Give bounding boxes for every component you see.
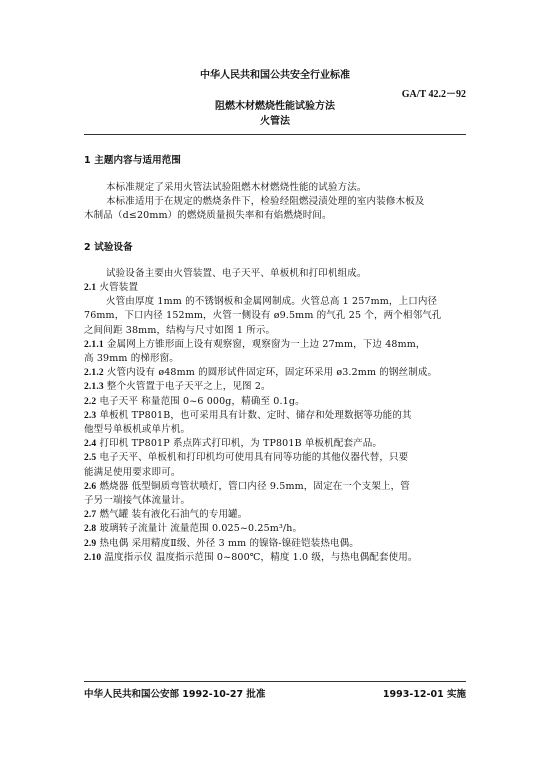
section-2-item-10-line-0 <box>84 508 247 522</box>
clause-number: 2.8 <box>84 524 97 535</box>
section-2-item-2-line-1 <box>84 352 179 366</box>
section-2-item-3-line-0 <box>84 366 437 380</box>
clause-number: 2.9 <box>84 538 97 549</box>
clause-number: 2.6 <box>84 481 97 492</box>
section-1-heading: 1 主题内容与适用范围 <box>84 155 182 166</box>
section-2-item-8-line-0 <box>84 451 408 465</box>
clause-number: 2.1.2 <box>84 368 104 379</box>
section-2-item-5-line-0 <box>84 395 305 409</box>
clause-number: 2.1 <box>84 283 97 293</box>
clause-text: 他型号单板机或单片机。 <box>84 424 191 435</box>
clause-text: 高 39mm 的梯形窗。 <box>84 353 179 364</box>
section-2-item-6-line-1 <box>84 423 190 437</box>
standard-organization: 中华人民共和国公共安全行业标准 <box>200 70 350 81</box>
section-1-paragraph-1: 本标准规定了采用火管法试验阻燃木材燃烧性能的试验方法。 <box>106 182 367 193</box>
section-2-intro: 试验设备主要由火管装置、电子天平、单板机和打印机组成。 <box>106 268 367 279</box>
section-2-item-1-line-2 <box>84 324 275 338</box>
clause-text: 打印机 TP801P 系点阵式打印机，为 TP801B 单板机配套产品。 <box>99 438 383 450</box>
clause-number: 2.5 <box>84 453 97 464</box>
section-2-item-1-line-1 <box>84 309 442 323</box>
clause-number: 2.2 <box>84 396 97 407</box>
clause-number: 2.4 <box>84 439 97 450</box>
section-2-item-1-line-0 <box>106 295 437 309</box>
clause-text: 76mm，下口内径 152mm，火管一侧设有 ø9.5mm 的气孔 25 个，两个相邻气孔 <box>84 310 442 322</box>
clause-text: 火管内设有 ø48mm 的圆形试件固定环，固定环采用 ø3.2mm 的钢丝制成。 <box>106 367 438 379</box>
clause-text: 电子天平 称量范围 0~6 000g，精确至 0.1g。 <box>99 395 305 407</box>
clause-number: 2.3 <box>84 410 97 421</box>
footer-rule <box>84 681 466 682</box>
clause-text: 燃烧器 低型铜质弯管状喷灯，管口内径 9.5mm，固定在一个支架上，管 <box>99 480 410 492</box>
clause-number: 2.10 <box>84 552 102 563</box>
section-1-paragraph-2-line-2: 木制品（d≤20mm）的燃烧质量损失率和有焰燃烧时间。 <box>84 210 332 221</box>
clause-text: 火管由厚度 1mm 的不锈钢板和金属网制成。火管总高 1 257mm，上口内径 <box>106 296 438 308</box>
section-2-item-13-line-0 <box>84 551 418 565</box>
clause-text: 热电偶 采用精度Ⅱ级、外径 3 mm 的镍铬-镍硅铠装热电偶。 <box>99 537 359 549</box>
clause-text: 子另一端接气体流量计。 <box>84 495 191 506</box>
approval-date: 中华人民共和国公安部 1992-10-27 批准 <box>84 689 266 700</box>
document-title: 阻燃木材燃烧性能试验方法 <box>215 101 335 112</box>
header-rule <box>84 134 466 135</box>
clause-number: 2.1.1 <box>84 339 104 350</box>
section-2-item-4-line-0 <box>84 380 271 394</box>
clause-text: 燃气罐 装有液化石油气的专用罐。 <box>99 509 248 521</box>
section-2-item-11-line-0 <box>84 522 302 536</box>
clause-text: 温度指示仪 温度指示范围 0~800℃，精度 1.0 级，与热电偶配套使用。 <box>104 551 418 563</box>
clause-number: 2.1.3 <box>84 382 104 393</box>
clause-text: 火管装置 <box>99 282 139 293</box>
clause-number: 2.7 <box>84 510 97 521</box>
implementation-date: 1993-12-01 实施 <box>382 689 466 700</box>
clause-text: 玻璃转子流量计 流量范围 0.025~0.25m³/h。 <box>99 523 303 535</box>
section-1-paragraph-2-line-1: 本标准适用于在规定的燃烧条件下，检验经阻燃浸渍处理的室内装修木板及 <box>106 196 425 207</box>
section-2-item-9-line-0 <box>84 480 410 494</box>
section-2-item-9-line-1 <box>84 494 190 508</box>
clause-text: 整个火管置于电子天平之上，见图 2。 <box>106 381 271 393</box>
section-2-item-8-line-1 <box>84 466 181 480</box>
section-2-item-2-line-0 <box>84 338 426 352</box>
section-2-item-7-line-0 <box>84 437 382 451</box>
document-subtitle: 火管法 <box>260 116 290 127</box>
clause-text: 之间间距 38mm，结构与尺寸如图 1 所示。 <box>84 324 276 336</box>
section-2-heading: 2 试验设备 <box>84 242 133 253</box>
clause-text: 能满足使用要求即可。 <box>84 466 181 478</box>
section-2-item-12-line-0 <box>84 537 359 551</box>
clause-text: 电子天平、单板机和打印机均可使用具有同等功能的其他仪器代替，只要 <box>99 452 409 464</box>
clause-text: 金属网上方锥形面上设有观察窗，观察窗为一上边 27mm，下边 48mm， <box>106 338 426 350</box>
section-2-item-0-line-0 <box>84 281 138 295</box>
standard-code: GA/T 42.2－92 <box>401 89 466 100</box>
clause-text: 单板机 TP801B，也可采用具有计数、定时、储存和处理数据等功能的其 <box>99 409 412 421</box>
section-2-item-6-line-0 <box>84 409 412 423</box>
